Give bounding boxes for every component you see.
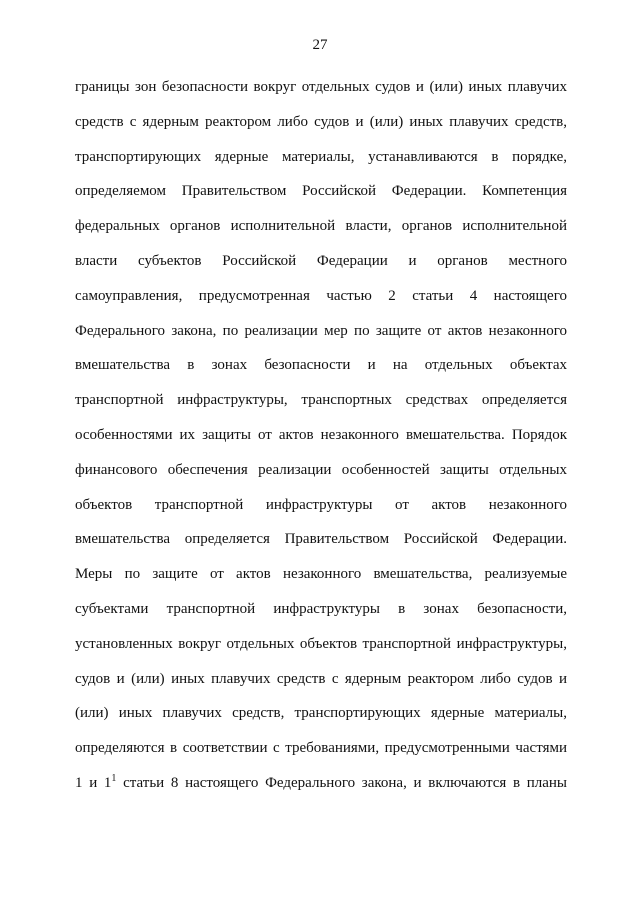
- text-line: границы зон безопасности вокруг отдельных судов и (или) иных плавучих: [75, 79, 567, 95]
- text-line: средств с ядерным реактором либо судов и (или) иных плавучих средств,: [75, 113, 567, 130]
- text-line: Федерального закона, по реализации мер по защите от актов незаконного: [75, 322, 567, 339]
- body-text: [75, 70, 567, 801]
- text-line: Меры по защите от актов незаконного вмешательства, реализуемые: [75, 566, 567, 583]
- page-number: 27: [312, 37, 328, 53]
- text-line: установленных вокруг отдельных объектов транспортной инфраструктуры,: [75, 635, 567, 652]
- text-line: объектов транспортной инфраструктуры от актов незаконного: [75, 496, 567, 513]
- text-line: транспортной инфраструктуры, транспортных средствах определяется: [75, 392, 567, 409]
- text-line: определяются в соответствии с требованиями, предусмотренными частями: [75, 740, 567, 757]
- text-line: финансового обеспечения реализации особенностей защиты отдельных: [75, 461, 567, 478]
- text-line: судов и (или) иных плавучих средств с ядерным реактором либо судов и: [75, 670, 567, 687]
- text-line: вмешательства определяется Правительством Российской Федерации.: [75, 531, 567, 548]
- text-line: самоуправления, предусмотренная частью 2 статьи 4 настоящего: [75, 287, 567, 304]
- text-line: определяемом Правительством Российской Федерации. Компетенция: [75, 183, 567, 200]
- text-fragment: статьи 8 настоящего Федерального закона, и включаются в планы: [116, 774, 567, 791]
- superscript-index: 1: [111, 772, 117, 784]
- text-line: особенностями их защиты от актов незаконного вмешательства. Порядок: [75, 426, 567, 443]
- text-line: (или) иных плавучих средств, транспортирующих ядерные материалы,: [75, 705, 567, 722]
- text-line: власти субъектов Российской Федерации и органов местного: [75, 252, 567, 269]
- text-line: вмешательства в зонах безопасности и на отдельных объектах: [75, 357, 567, 374]
- text-line: транспортирующих ядерные материалы, устанавливаются в порядке,: [75, 148, 567, 165]
- text-line: федеральных органов исполнительной власти, органов исполнительной: [75, 218, 567, 235]
- text-line: субъектами транспортной инфраструктуры в зонах безопасности,: [75, 600, 567, 617]
- text-fragment: 1 и 1: [75, 774, 112, 791]
- text-line-last: [75, 766, 567, 801]
